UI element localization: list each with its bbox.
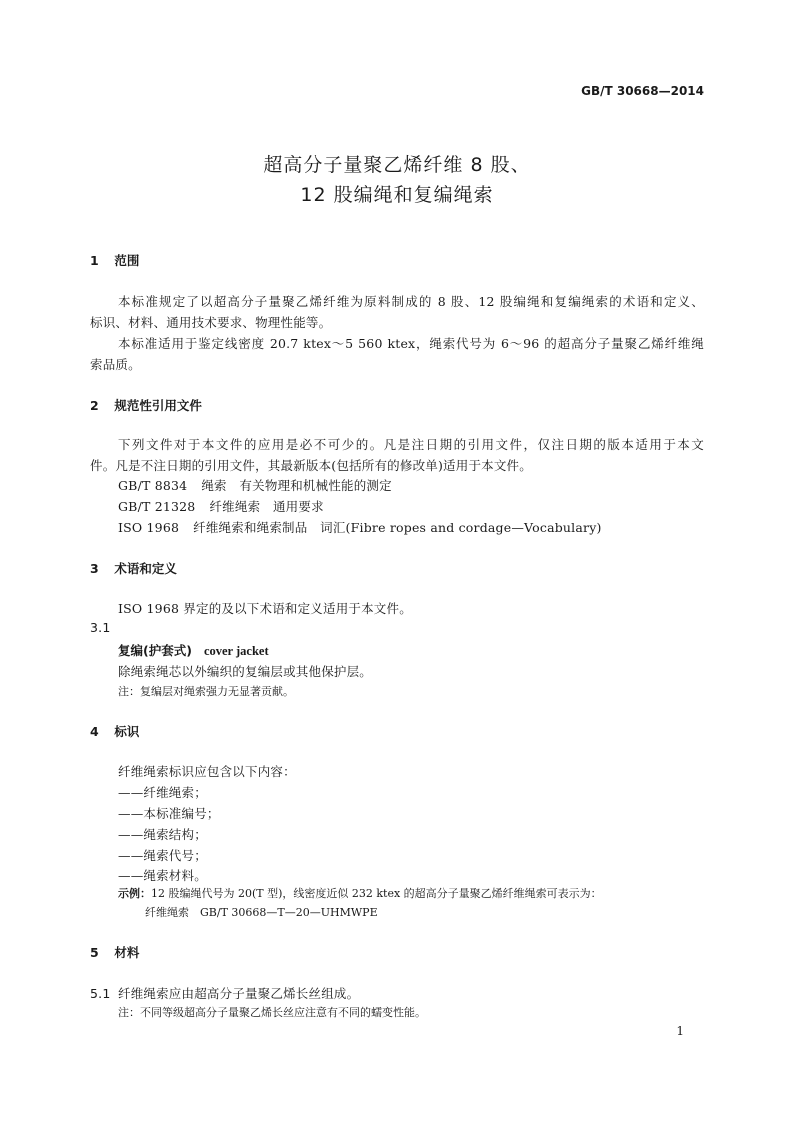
reference-item xyxy=(118,476,392,494)
reference-code: GB/T 8834 xyxy=(118,478,188,493)
reference-item xyxy=(118,497,324,515)
marking-list-item: ——绳索代号； xyxy=(118,848,207,863)
terms-intro: ISO 1968 界定的及以下术语和定义适用于本文件。 xyxy=(118,601,412,616)
section-title: 规范性引用文件 xyxy=(114,398,202,413)
term-english: cover jacket xyxy=(203,644,269,658)
marking-list-item: ——本标准编号； xyxy=(118,806,220,821)
reference-code: GB/T 21328 xyxy=(118,499,196,514)
section-number: 5 xyxy=(90,945,99,960)
example-text: 12 股编绳代号为 20(T 型)，线密度近似 232 ktex 的超高分子量聚乙烯纤维绳索可表示为： xyxy=(151,887,602,900)
section-3-heading xyxy=(90,559,177,577)
marking-list-item: ——绳索结构； xyxy=(118,827,207,842)
section-title: 范围 xyxy=(114,253,140,268)
marking-list-item: ——绳索材料。 xyxy=(118,868,207,883)
reference-item xyxy=(118,518,602,536)
reference-code: ISO 1968 xyxy=(118,520,180,535)
normative-para-line-2: 件。凡是不注日期的引用文件，其最新版本(包括所有的修改单)适用于本文件。 xyxy=(90,458,532,473)
term-definition: 除绳索绳芯以外编织的复编层或其他保护层。 xyxy=(118,664,373,679)
standard-number: GB/T 30668—2014 xyxy=(581,84,704,98)
term-chinese: 复编(护套式) xyxy=(118,643,192,658)
section-title: 术语和定义 xyxy=(114,561,177,576)
term-entry xyxy=(118,641,269,659)
section-number: 3 xyxy=(90,561,99,576)
marking-intro: 纤维绳索标识应包含以下内容： xyxy=(118,764,296,779)
section-number: 2 xyxy=(90,398,99,413)
materials-subclause xyxy=(90,984,359,1002)
section-5-heading xyxy=(90,943,139,961)
scope-para-1-line-1: 本标准规定了以超高分子量聚乙烯纤维为原料制成的 8 股、12 股编绳和复编绳索的术语和定义、 xyxy=(118,294,704,309)
marking-example xyxy=(118,885,602,901)
section-4-heading xyxy=(90,722,139,740)
example-label: 示例： xyxy=(118,887,151,900)
subclause-text: 纤维绳索应由超高分子量聚乙烯长丝组成。 xyxy=(118,986,360,1001)
section-1-heading xyxy=(90,251,139,269)
reference-title: 纤维绳索 通用要求 xyxy=(209,499,324,514)
scope-para-2-line-1: 本标准适用于鉴定线密度 20.7 ktex～5 560 ktex，绳索代号为 6～96 的超高分子量聚乙烯纤维绳 xyxy=(118,336,704,351)
reference-title: 纤维绳索和绳索制品 词汇(Fibre ropes and cordage—Vocabulary) xyxy=(193,520,602,535)
document-title-line-2: 12 股编绳和复编绳索 xyxy=(300,184,494,206)
scope-para-1-line-2: 标识、材料、通用技术要求、物理性能等。 xyxy=(90,315,332,330)
section-2-heading xyxy=(90,396,202,414)
section-number: 1 xyxy=(90,253,99,268)
subclause-number: 5.1 xyxy=(90,986,111,1001)
section-title: 标识 xyxy=(114,724,140,739)
materials-note: 注：不同等级超高分子量聚乙烯长丝应注意有不同的蠕变性能。 xyxy=(118,1006,426,1019)
page-number: 1 xyxy=(676,1024,684,1038)
section-number: 4 xyxy=(90,724,99,739)
marking-list-item: ——纤维绳索； xyxy=(118,785,207,800)
document-title-line-1: 超高分子量聚乙烯纤维 8 股、 xyxy=(263,154,531,176)
normative-para-line-1: 下列文件对于本文件的应用是必不可少的。凡是注日期的引用文件，仅注日期的版本适用于本文 xyxy=(118,437,704,452)
scope-para-2-line-2: 索品质。 xyxy=(90,357,141,372)
reference-title: 绳索 有关物理和机械性能的测定 xyxy=(201,478,392,493)
term-note: 注：复编层对绳索强力无显著贡献。 xyxy=(118,685,294,698)
subclause-number: 3.1 xyxy=(90,620,111,635)
example-marking: 纤维绳索 GB/T 30668—T—20—UHMWPE xyxy=(145,906,378,919)
section-title: 材料 xyxy=(114,945,140,960)
